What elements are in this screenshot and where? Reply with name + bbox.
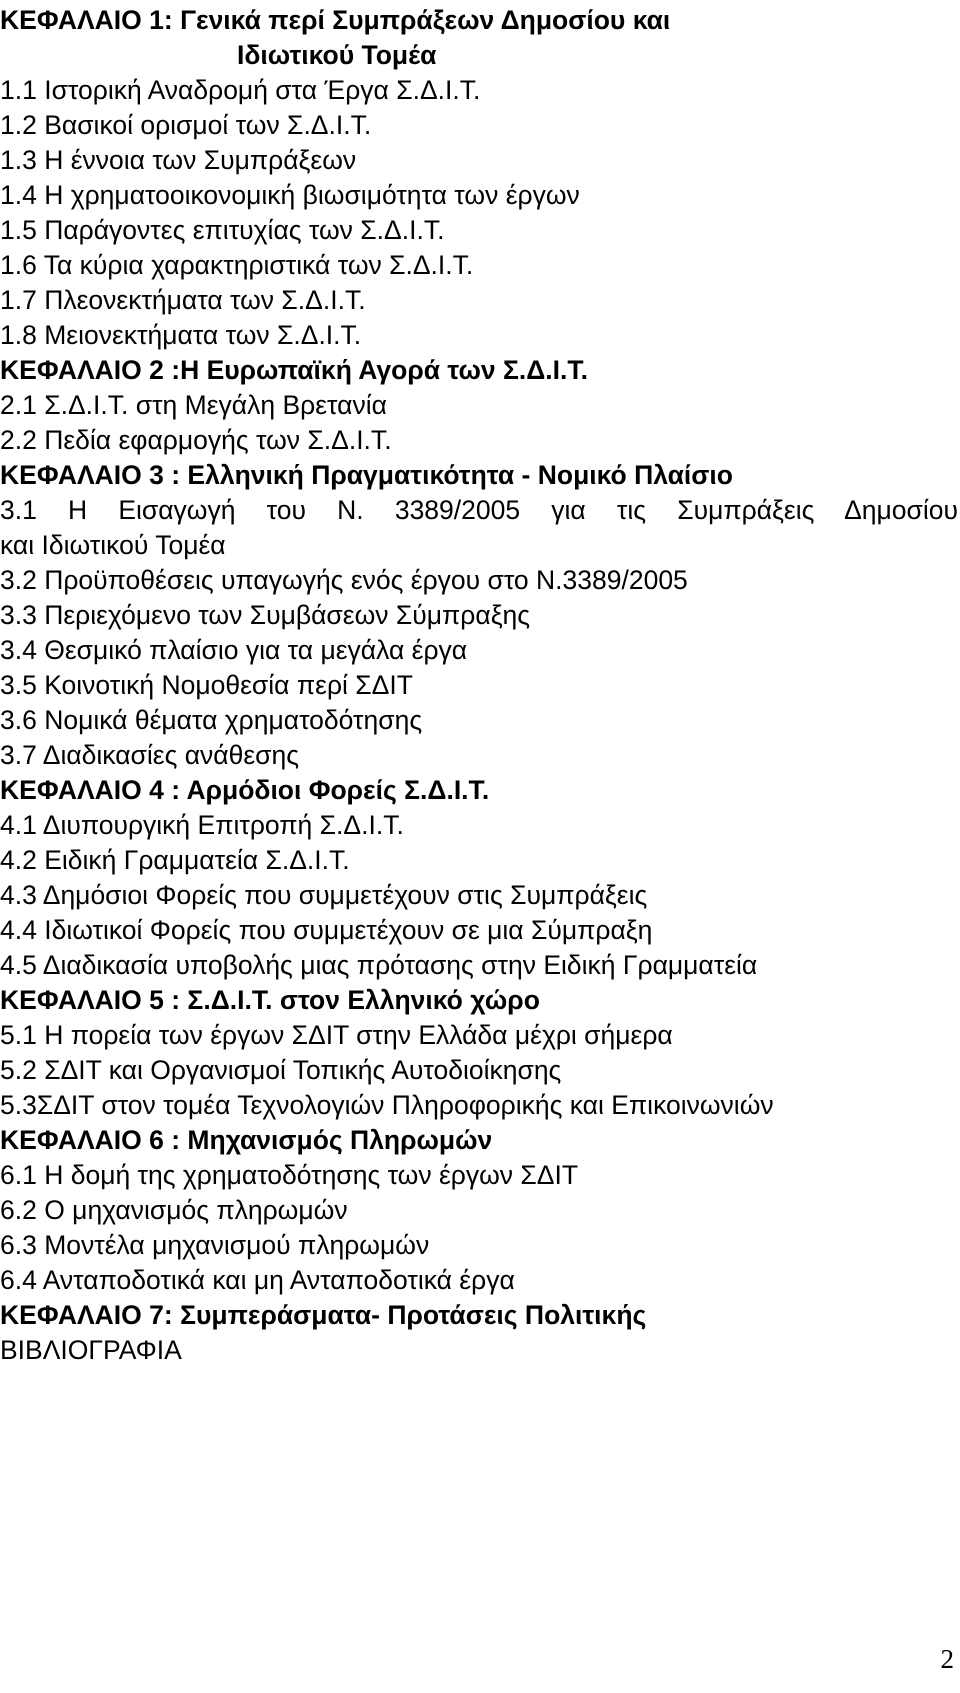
toc-entry-4-5: 4.5 Διαδικασία υποβολής μιας πρότασης στην Ειδική Γραμματεία	[0, 950, 758, 980]
toc-entry-4-3: 4.3 Δημόσιοι Φορείς που συμμετέχουν στις Συμπράξεις	[0, 880, 648, 910]
toc-entry-1-8: 1.8 Μειονεκτήματα των Σ.Δ.Ι.Τ.	[0, 320, 362, 350]
toc-entry-2-1: 2.1 Σ.Δ.Ι.Τ. στη Μεγάλη Βρετανία	[0, 390, 387, 420]
toc-entry-3-3: 3.3 Περιεχόμενο των Συμβάσεων Σύμπραξης	[0, 600, 531, 630]
toc-entry-5-3: 5.3ΣΔΙΤ στον τομέα Τεχνολογιών Πληροφορικής και Επικοινωνιών	[0, 1090, 774, 1120]
toc-entry-5-2: 5.2 ΣΔΙΤ και Οργανισμοί Τοπικής Αυτοδιοίκησης	[0, 1055, 562, 1085]
chapter-5-heading: ΚΕΦΑΛΑΙΟ 5 : Σ.Δ.Ι.Τ. στον Ελληνικό χώρο	[0, 985, 540, 1015]
toc-entry-1-7: 1.7 Πλεονεκτήματα των Σ.Δ.Ι.Τ.	[0, 285, 366, 315]
chapter-1-heading: ΚΕΦΑΛΑΙΟ 1: Γενικά περί Συμπράξεων Δημοσίου και	[0, 5, 671, 35]
toc-entry-6-3: 6.3 Μοντέλα μηχανισμού πληρωμών	[0, 1230, 430, 1260]
chapter-4-heading: ΚΕΦΑΛΑΙΟ 4 : Αρμόδιοι Φορείς Σ.Δ.Ι.Τ.	[0, 775, 490, 805]
toc-entry-6-2: 6.2 Ο μηχανισμός πληρωμών	[0, 1195, 348, 1225]
toc-entry-1-6: 1.6 Τα κύρια χαρακτηριστικά των Σ.Δ.Ι.Τ.	[0, 250, 474, 280]
toc-entry-3-6: 3.6 Νομικά θέματα χρηματοδότησης	[0, 705, 423, 735]
toc-entry-4-4: 4.4 Ιδιωτικοί Φορείς που συμμετέχουν σε μια Σύμπραξη	[0, 915, 653, 945]
toc-entry-5-1: 5.1 Η πορεία των έργων ΣΔΙΤ στην Ελλάδα μέχρι σήμερα	[0, 1020, 673, 1050]
toc-entry-1-3: 1.3 Η έννοια των Συμπράξεων	[0, 145, 357, 175]
bibliography-entry: ΒΙΒΛΙΟΓΡΑΦΙΑ	[0, 1335, 182, 1365]
chapter-3-heading: ΚΕΦΑΛΑΙΟ 3 : Ελληνική Πραγματικότητα - Νομικό Πλαίσιο	[0, 460, 733, 490]
toc-entry-6-1: 6.1 Η δομή της χρηματοδότησης των έργων ΣΔΙΤ	[0, 1160, 579, 1190]
toc-entry-4-1: 4.1 Διυπουργική Επιτροπή Σ.Δ.Ι.Τ.	[0, 810, 404, 840]
toc-entry-3-2: 3.2 Προϋποθέσεις υπαγωγής ενός έργου στο Ν.3389/2005	[0, 565, 688, 595]
page-number: 2	[940, 1644, 954, 1674]
toc-entry-4-2: 4.2 Ειδική Γραμματεία Σ.Δ.Ι.Τ.	[0, 845, 350, 875]
chapter-7-heading: ΚΕΦΑΛΑΙΟ 7: Συμπεράσματα- Προτάσεις Πολιτικής	[0, 1300, 647, 1330]
toc-entry-2-2: 2.2 Πεδία εφαρμογής των Σ.Δ.Ι.Τ.	[0, 425, 392, 455]
toc-entry-3-4: 3.4 Θεσμικό πλαίσιο για τα μεγάλα έργα	[0, 635, 468, 665]
toc-entry-6-4: 6.4 Ανταποδοτικά και μη Ανταποδοτικά έργα	[0, 1265, 515, 1295]
toc-entry-3-7: 3.7 Διαδικασίες ανάθεσης	[0, 740, 300, 770]
toc-entry-1-1: 1.1 Ιστορική Αναδρομή στα Έργα Σ.Δ.Ι.Τ.	[0, 75, 481, 105]
toc-entry-1-4: 1.4 Η χρηματοοικονομική βιωσιμότητα των έργων	[0, 180, 580, 210]
toc-entry-1-5: 1.5 Παράγοντες επιτυχίας των Σ.Δ.Ι.Τ.	[0, 215, 445, 245]
chapter-6-heading: ΚΕΦΑΛΑΙΟ 6 : Μηχανισμός Πληρωμών	[0, 1125, 493, 1155]
toc-entry-1-2: 1.2 Βασικοί ορισμοί των Σ.Δ.Ι.Τ.	[0, 110, 372, 140]
chapter-2-heading: ΚΕΦΑΛΑΙΟ 2 :Η Ευρωπαϊκή Αγορά των Σ.Δ.Ι.Τ.	[0, 355, 588, 385]
toc-entry-3-5: 3.5 Κοινοτική Νομοθεσία περί ΣΔΙΤ	[0, 670, 413, 700]
chapter-1-heading-continued: Ιδιωτικού Τομέα	[237, 40, 437, 70]
toc-entry-3-1-continued: και Ιδιωτικού Τομέα	[0, 530, 226, 560]
toc-entry-3-1: 3.1 Η Εισαγωγή του Ν. 3389/2005 για τις Συμπράξεις Δημοσίου	[0, 495, 958, 525]
